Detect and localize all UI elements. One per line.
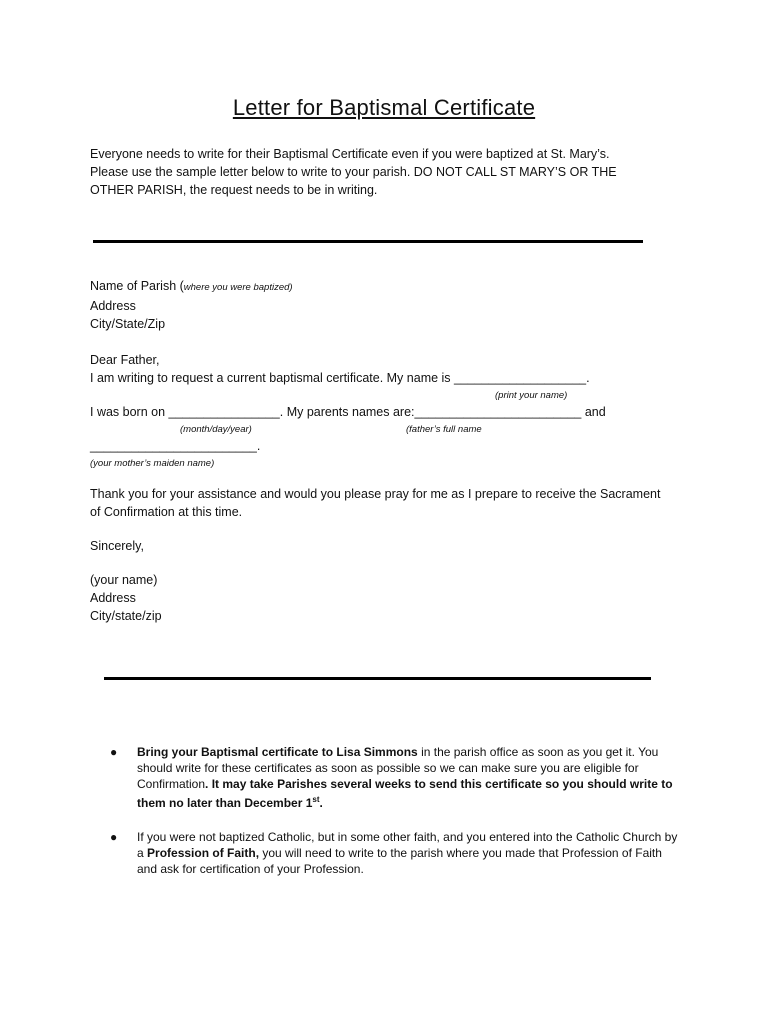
bullet-1-bold-lead: Bring your Baptismal certificate to Lisa Simmons (137, 745, 418, 759)
page-title: Letter for Baptismal Certificate (232, 95, 536, 120)
letter-line-mother: ________________________. (90, 439, 261, 453)
father-name-hint: (father’s full name (406, 424, 482, 435)
divider-bottom (104, 677, 651, 680)
thanks-line-2: of Confirmation at this time. (90, 505, 243, 519)
closing: Sincerely, (90, 539, 144, 553)
letter-line-birth: I was born on ________________. My parents names are:________________________ and (90, 405, 606, 419)
bullet-icon: ● (110, 830, 118, 844)
instructions-list (110, 744, 685, 895)
recipient-address-block (90, 277, 293, 333)
bullet-1-bold-deadline: . It may take Parishes several weeks to send this certificate so you should write to them no later than December 1 (137, 777, 673, 810)
bullet-2-bold: Profession of Faith, (147, 846, 260, 860)
bullet-1-text: in the parish office as soon as you get it. You should write for these certificates as soon as possible so we can make sure you are eligible for Confirmation (137, 745, 659, 791)
intro-line-2: Please use the sample letter below to write to your parish. DO NOT CALL ST MARY’S OR THE (90, 165, 617, 179)
bullet-2-text-start: If you were not baptized Catholic, but in some other faith, and you entered into the Catholic Church by a (137, 830, 678, 860)
thanks-line-1: Thank you for your assistance and would you please pray for me as I prepare to receive the Sacrament (90, 487, 661, 501)
list-item (110, 829, 685, 877)
list-item (110, 744, 685, 811)
birth-date-hint: (month/day/year) (180, 424, 252, 435)
greeting: Dear Father, (90, 353, 160, 367)
signature-city: City/state/zip (90, 609, 162, 623)
signature-block (90, 571, 162, 625)
letter-line-name: I am writing to request a current baptismal certificate. My name is ___________________. (90, 371, 590, 385)
mother-name-hint: (your mother’s maiden name) (90, 458, 215, 469)
city-line: City/State/Zip (90, 317, 166, 331)
bullet-2-text-end: you will need to write to the parish where you made that Profession of Faith and ask for certification of your Profession. (137, 846, 662, 876)
signature-address: Address (90, 591, 136, 605)
print-name-hint: (print your name) (495, 390, 568, 401)
parish-hint: where you were baptized) (183, 282, 293, 293)
intro-line-3: OTHER PARISH, the request needs to be in writing. (90, 183, 378, 197)
hint-row-3 (90, 455, 690, 471)
intro-line-1: Everyone needs to write for their Baptismal Certificate even if you were baptized at St. Mary’s. (90, 147, 610, 161)
divider-top (93, 240, 643, 243)
bullet-1-superscript: st (312, 795, 320, 804)
hint-row-1 (90, 387, 690, 403)
parish-line (90, 277, 293, 297)
signature-name: (your name) (90, 573, 158, 587)
bullet-icon: ● (110, 745, 118, 759)
hint-row-2 (90, 421, 690, 437)
bullet-1-end: . (319, 796, 323, 810)
parish-label: Name of Parish ( (90, 279, 184, 293)
letter-body (90, 351, 690, 471)
thanks-paragraph (90, 485, 680, 521)
address-line: Address (90, 299, 136, 313)
intro-paragraph (90, 145, 690, 199)
